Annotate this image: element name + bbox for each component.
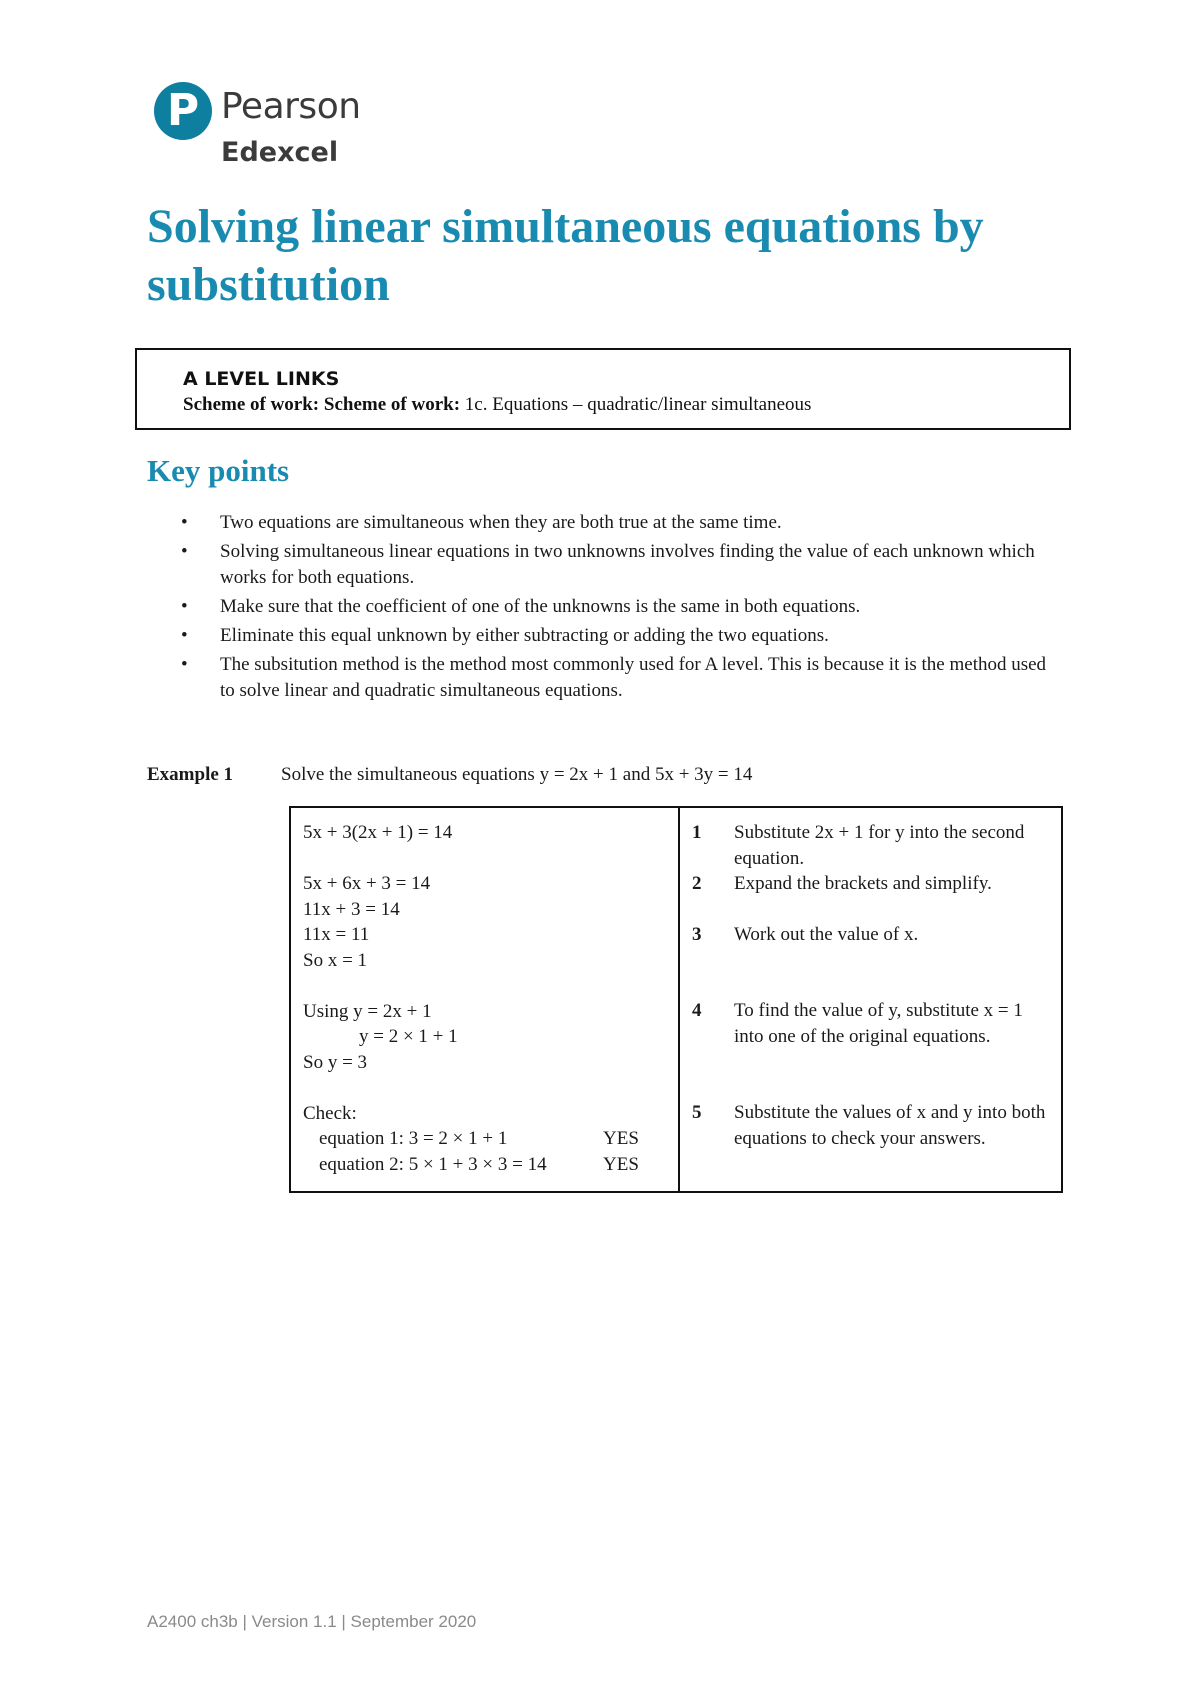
key-point-item: • Two equations are simultaneous when they are both true at the same time.	[176, 510, 1056, 536]
step-text: Work out the value of x.	[734, 924, 919, 945]
step-number: 3	[692, 924, 702, 945]
pearson-mark-letter: P	[166, 85, 200, 136]
footer-version: A2400 ch3b | Version 1.1 | September 2020	[147, 1612, 477, 1631]
key-point-item: • The subsitution method is the method most commonly used for A level. This is because it is the method used to solve linear and quadratic simultaneous equations.	[176, 652, 1056, 704]
pearson-logo	[154, 82, 374, 172]
step-item	[692, 1100, 1052, 1151]
step-item	[692, 998, 1052, 1049]
example-table	[289, 806, 1063, 1193]
key-points-list	[176, 510, 1056, 707]
check-equation: equation 2: 5 × 1 + 3 × 3 = 14	[319, 1153, 547, 1175]
check-equation: equation 1: 3 = 2 × 1 + 1	[319, 1128, 508, 1149]
work-line: So x = 1	[303, 949, 368, 971]
step-number: 1	[692, 822, 702, 843]
work-line: 11x = 11	[303, 924, 370, 945]
step-number: 2	[692, 873, 702, 894]
step-number: 5	[692, 1102, 702, 1123]
step-item	[692, 922, 1052, 948]
brand-sub: Edexcel	[221, 137, 339, 168]
step-text: Substitute 2x + 1 for y into the second equation.	[734, 822, 1025, 869]
check-result: YES	[603, 1153, 639, 1175]
scheme-text: 1c. Equations – quadratic/linear simultaneous	[460, 394, 812, 415]
work-line: y = 2 × 1 + 1	[359, 1026, 458, 1047]
links-heading: A LEVEL LINKS	[183, 368, 340, 390]
step-item	[692, 871, 1052, 897]
work-line: 5x + 3(2x + 1) = 14	[303, 822, 453, 843]
key-point-item: • Solving simultaneous linear equations in two unknowns involves finding the value of each unknown which works for both equations.	[176, 539, 1056, 591]
key-points-heading: Key points	[147, 453, 290, 488]
check-result: YES	[603, 1128, 639, 1149]
work-line: 5x + 6x + 3 = 14	[303, 873, 431, 894]
table-divider	[678, 808, 680, 1191]
scheme-label: Scheme of work: Scheme of work:	[183, 394, 461, 415]
step-item	[692, 820, 1052, 871]
worked-solution	[303, 820, 663, 1177]
step-text: Expand the brackets and simplify.	[734, 873, 992, 894]
work-line: 11x + 3 = 14	[303, 898, 400, 920]
a-level-links-box	[135, 348, 1071, 430]
key-point-item: • Eliminate this equal unknown by either subtracting or adding the two equations.	[176, 623, 1056, 649]
example-question: Solve the simultaneous equations y = 2x + 1 and 5x + 3y = 14	[281, 764, 753, 785]
work-line: Using y = 2x + 1	[303, 1000, 432, 1022]
scheme-of-work-line	[183, 394, 811, 416]
step-text: To find the value of y, substitute x = 1 into one of the original equations.	[734, 1000, 1023, 1047]
key-point-item: • Make sure that the coefficient of one of the unknowns is the same in both equations.	[176, 594, 1056, 620]
work-line: So y = 3	[303, 1051, 368, 1073]
step-text: Substitute the values of x and y into both equations to check your answers.	[734, 1102, 1046, 1149]
check-line-2	[303, 1152, 663, 1178]
brand-name: Pearson	[221, 86, 361, 127]
check-line-1	[303, 1126, 663, 1152]
example-label: Example 1	[147, 764, 234, 785]
work-line: Check:	[303, 1102, 357, 1124]
page-title: Solving linear simultaneous equations by substitution	[147, 200, 984, 311]
step-number: 4	[692, 1000, 702, 1021]
